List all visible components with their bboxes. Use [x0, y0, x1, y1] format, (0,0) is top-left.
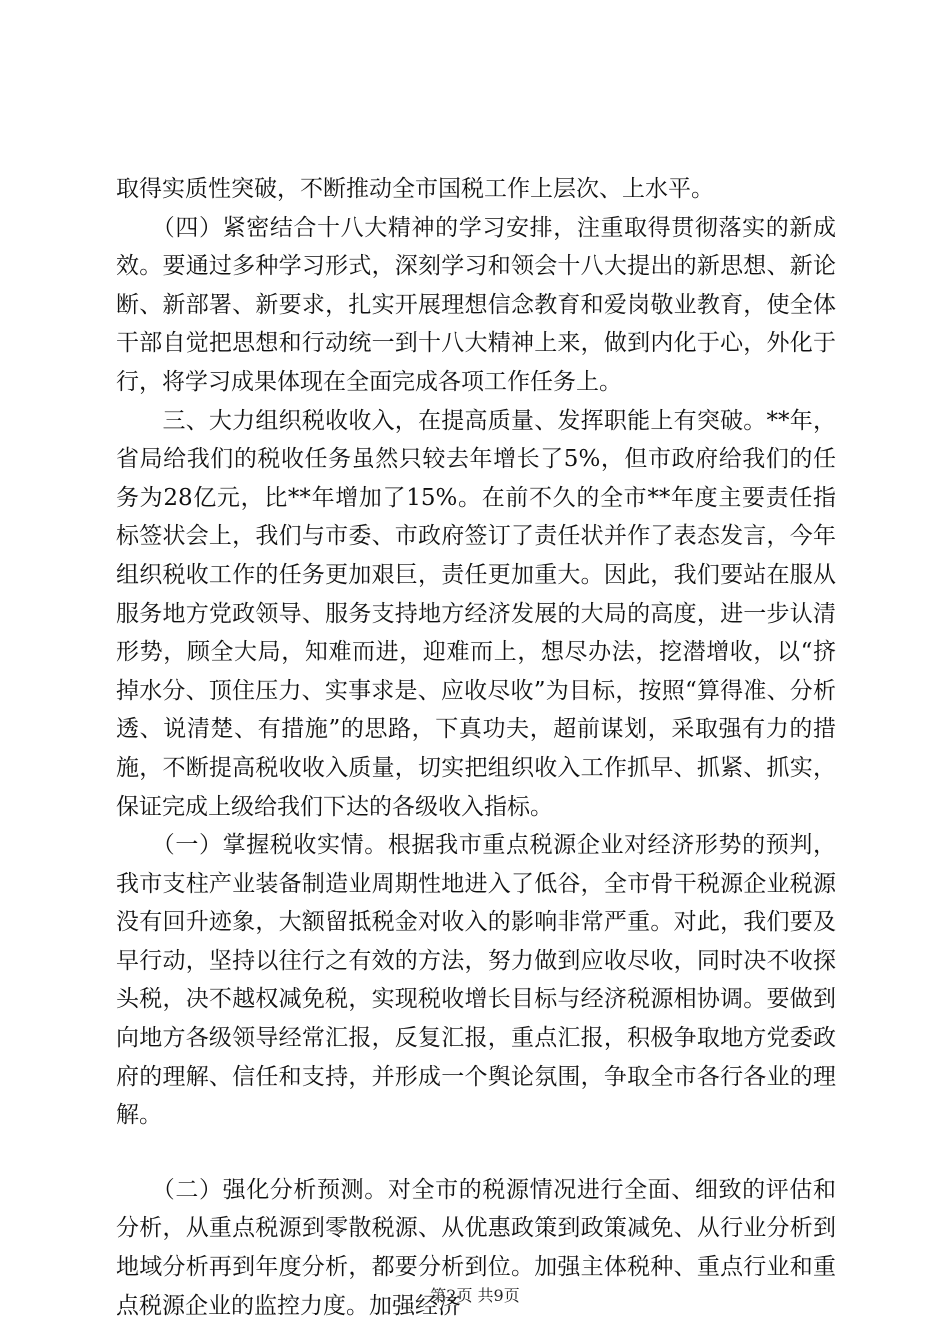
paragraph-continuation: 取得实质性突破，不断推动全市国税工作上层次、上水平。	[116, 176, 714, 202]
paragraph-subsection-two: （二）强化分析预测。对全市的税源情况进行全面、细致的评估和分析，从重点税源到零散税源、从优惠政策到政策减免、从行业分析到地域分析再到年度分析，都要分析到位。加强主体税种、重点行业和重点税源企业的监控力度。加强经济	[116, 1176, 836, 1319]
document-body	[116, 170, 836, 1325]
page-number-indicator: 第2页 共9页	[430, 1286, 520, 1305]
page-footer	[0, 1283, 950, 1306]
paragraph-subsection-one: （一）掌握税收实情。根据我市重点税源企业对经济形势的预判，我市支柱产业装备制造业周期性地进入了低谷，全市骨干税源企业税源没有回升迹象，大额留抵税金对收入的影响非常严重。对此，我们要及早行动，坚持以往行之有效的方法，努力做到应收尽收，同时决不收探头税，决不越权减免税，实现税收增长目标与经济税源相协调。要做到向地方各级领导经常汇报，反复汇报，重点汇报，积极争取地方党委政府的理解、信任和支持，并形成一个舆论氛围，争取全市各行各业的理解。	[116, 832, 836, 1129]
paragraph-gap	[116, 1135, 836, 1171]
paragraph-section-three-heading: 三、大力组织税收收入，在提高质量、发挥职能上有突破。**年，省局给我们的税收任务虽然只较去年增长了5%，但市政府给我们的任务为28亿元，比**年增加了15%。在前不久的全市**年度主要责任指标签状会上，我们与市委、市政府签订了责任状并作了表态发言，今年组织税收工作的任务更加艰巨，责任更加重大。因此，我们要站在服从服务地方党政领导、服务支持地方经济发展的大局的高度，进一步认清形势，顾全大局，知难而进，迎难而上，想尽办法，挖潜增收，以“挤掉水分、顶住压力、实事求是、应收尽收”为目标，按照“算得准、分析透、说清楚、有措施”的思路，下真功夫，超前谋划，采取强有力的措施，不断提高税收收入质量，切实把组织收入工作抓早、抓紧、抓实，保证完成上级给我们下达的各级收入指标。	[116, 407, 836, 820]
paragraph-section-four: （四）紧密结合十八大精神的学习安排，注重取得贯彻落实的新成效。要通过多种学习形式，深刻学习和领会十八大提出的新思想、新论断、新部署、新要求，扎实开展理想信念教育和爱岗敬业教育，使全体干部自觉把思想和行动统一到十八大精神上来，做到内化于心，外化于行，将学习成果体现在全面完成各项工作任务上。	[116, 214, 836, 395]
